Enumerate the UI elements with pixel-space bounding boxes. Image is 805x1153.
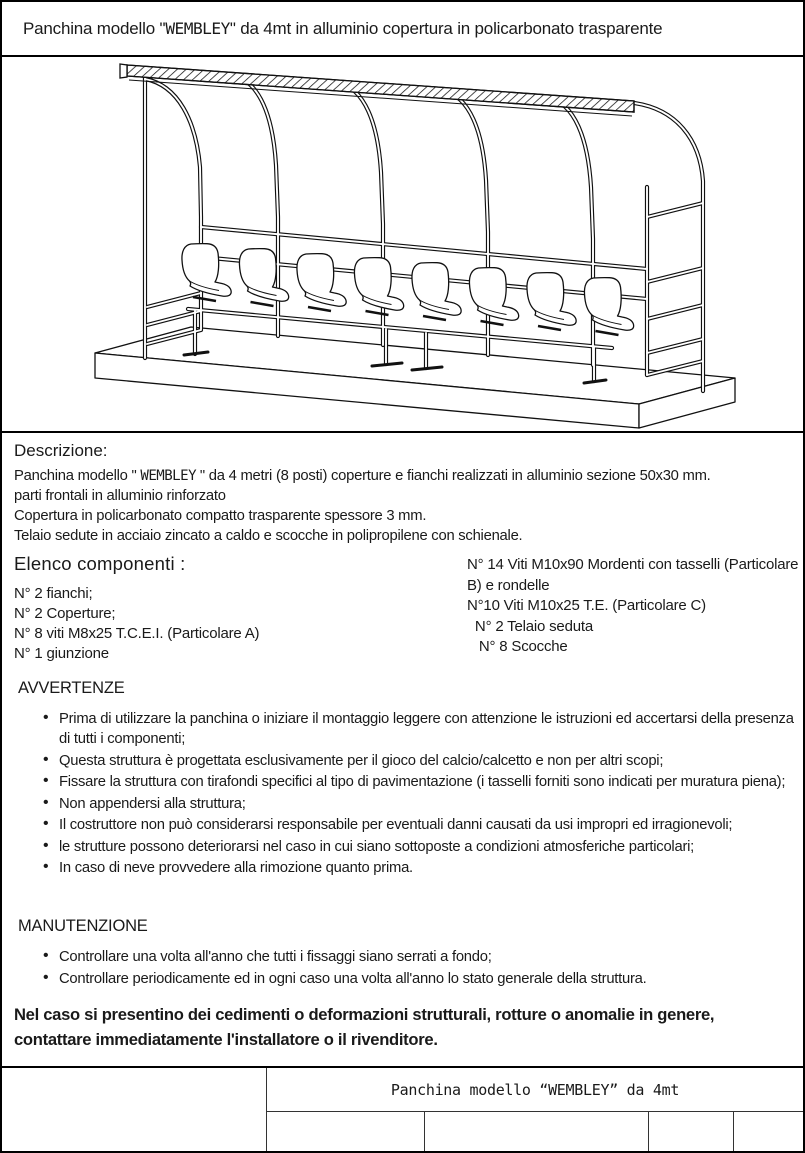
warnings-section [12, 679, 796, 880]
technical-drawing-box [2, 57, 803, 433]
maintenance-item: • Controllare periodicamente ed in ogni caso una volta all'anno lo stato generale della struttura. [59, 969, 796, 989]
component-item: N° 8 Scocche [467, 638, 568, 655]
description-heading: Descrizione: [14, 441, 108, 460]
titleblock-cell-2 [425, 1112, 649, 1151]
warning-item: • In caso di neve provvedere alla rimozione quanto prima. [59, 858, 796, 878]
titleblock-cell-1 [267, 1112, 425, 1151]
component-item: N° 2 Coperture; [14, 605, 116, 622]
component-item: N° 1 giunzione [14, 645, 109, 662]
maintenance-list [12, 947, 796, 989]
component-item: N° 2 fianchi; [14, 585, 93, 602]
warnings-list [12, 709, 796, 878]
model-name: WEMBLEY [548, 1080, 610, 1099]
titleblock-row [267, 1112, 803, 1151]
final-note [14, 1002, 796, 1052]
page-title: Panchina modello "WEMBLEY" da 4mt in alluminio copertura in policarbonato trasparente [23, 19, 663, 38]
maintenance-heading: MANUTENZIONE [18, 917, 148, 935]
description-line: parti frontali in alluminio rinforzato [14, 488, 226, 504]
titleblock-cell-4 [734, 1112, 803, 1151]
maintenance-item: • Controllare una volta all'anno che tutti i fissaggi siano serrati a fondo; [59, 947, 796, 967]
titleblock-logo-cell [2, 1068, 267, 1151]
page-title-bar [2, 2, 803, 57]
component-item: N° 8 viti M8x25 T.C.E.I. (Particolare A) [14, 625, 260, 642]
model-name: WEMBLEY [165, 19, 230, 38]
warning-item: • Prima di utilizzare la panchina o iniziare il montaggio leggere con attenzione le istruzioni ed accertarsi della presenza di tutti i componenti; [59, 709, 796, 749]
components-heading: Elenco componenti : [14, 553, 186, 574]
components-section [12, 553, 799, 664]
description-line: Copertura in policarbonato compatto trasparente spessore 3 mm. [14, 508, 427, 524]
description-section [12, 441, 796, 546]
component-item: N° 14 Viti M10x90 Mordenti con tasselli (Particolare B) e rondelle [467, 556, 799, 594]
warnings-heading: AVVERTENZE [18, 679, 125, 697]
component-item: N°10 Viti M10x25 T.E. (Particolare C) [467, 597, 706, 614]
components-right-list [467, 555, 802, 658]
titleblock-cell-3 [649, 1112, 734, 1151]
description-line: Telaio sedute in acciaio zincato a caldo e scocche in polipropilene con schienale. [14, 528, 523, 544]
warning-item: • Il costruttore non può considerarsi responsabile per eventuali danni causati da usi impropri ed irragionevoli; [59, 815, 796, 835]
model-name: WEMBLEY [140, 468, 197, 484]
title-block [2, 1066, 803, 1151]
final-note-line: Nel caso si presentino dei cedimenti o deformazioni strutturali, rotture o anomalie in genere, [14, 1005, 715, 1024]
description-line: Panchina modello " WEMBLEY " da 4 metri (8 posti) coperture e fianchi realizzati in alluminio sezione 50x30 mm. [14, 468, 711, 484]
warning-item: • Questa struttura è progettata esclusivamente per il gioco del calcio/calcetto e non per altri scopi; [59, 751, 796, 771]
warning-item: • Fissare la struttura con tirafondi specifici al tipo di pavimentazione (i tasselli forniti sono indicati per muratura piena); [59, 772, 796, 792]
component-item: N° 2 Telaio seduta [467, 617, 593, 635]
warning-item: • le strutture possono deteriorarsi nel caso in cui siano sottoposte a condizioni atmosferiche particolari; [59, 837, 796, 857]
maintenance-section [12, 917, 796, 990]
final-note-line: contattare immediatamente l'installatore o il rivenditore. [14, 1030, 438, 1049]
technical-drawing [2, 57, 805, 431]
description-lines [14, 486, 796, 546]
titleblock-title: Panchina modello “ WEMBLEY ” da 4mt [267, 1068, 803, 1112]
warning-item: • Non appendersi alla struttura; [59, 794, 796, 814]
